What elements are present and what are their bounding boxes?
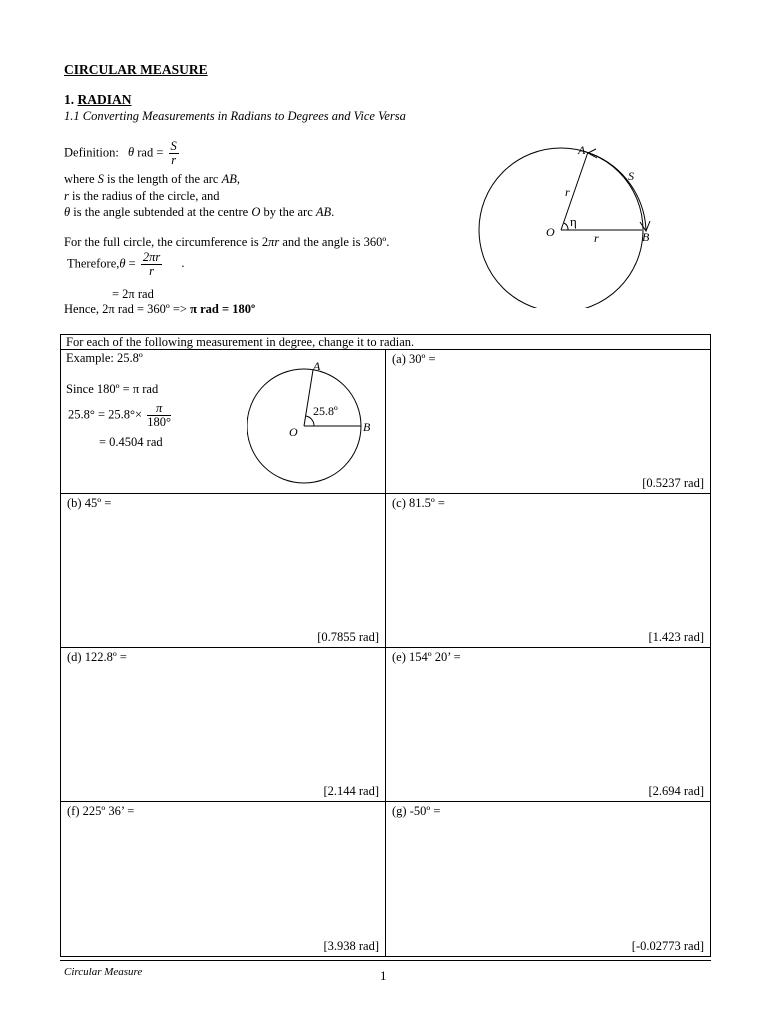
- text: Therefore,: [67, 256, 120, 271]
- page-number: 1: [380, 968, 387, 983]
- definition-denominator: r: [171, 153, 177, 167]
- example-since: Since 180º = π rad: [66, 382, 159, 396]
- label-o: O: [546, 225, 555, 239]
- numerator: π: [147, 402, 171, 416]
- radius-oa: [304, 370, 313, 426]
- definition-theta: θ: [127, 145, 135, 160]
- footer-title: Circular Measure: [64, 966, 143, 978]
- label-o: O: [289, 425, 298, 439]
- question-d-cell: [61, 648, 386, 802]
- text: .: [181, 256, 185, 271]
- text: where: [64, 172, 98, 186]
- text: is the angle subtended at the centre: [70, 205, 252, 219]
- footer-rule: [60, 960, 711, 961]
- symbol: AB: [221, 172, 237, 186]
- numerator: 2πr: [142, 250, 161, 264]
- denominator: r: [149, 264, 154, 278]
- question-a-cell: [386, 350, 711, 494]
- answer-e: [2.694 rad]: [648, 784, 704, 798]
- label-b: B: [642, 230, 650, 244]
- question-a: (a) 30º =: [392, 352, 436, 366]
- arrowhead-a: [588, 149, 597, 158]
- answer-d: [2.144 rad]: [323, 784, 379, 798]
- label-angle: 25.8º: [313, 404, 338, 418]
- symbol: r: [64, 189, 69, 203]
- arc-s: [592, 154, 646, 230]
- symbol: r: [274, 235, 280, 249]
- text-bold: π rad = 180º: [190, 302, 256, 316]
- answer-g: [-0.02773 rad]: [631, 939, 704, 953]
- symbol: π: [268, 235, 275, 249]
- label-a: A: [578, 143, 586, 157]
- text: =: [128, 256, 136, 271]
- text: is the length of the arc: [103, 172, 222, 186]
- label-r1: r: [565, 185, 570, 199]
- question-g: (g) -50º =: [392, 804, 441, 818]
- exercise-table: [60, 334, 711, 957]
- label-b: B: [363, 420, 371, 434]
- result-line: = 2π rad: [112, 287, 154, 301]
- full-circle-line: [64, 235, 389, 250]
- text: Hence, 2π rad = 360º =>: [64, 302, 191, 316]
- subsection-title: Converting Measurements in Radians to Degrees and Vice Versa: [82, 109, 406, 123]
- text: For the full circle, the circumference is 2: [64, 235, 269, 249]
- circle: [479, 148, 643, 308]
- therefore-fraction: [141, 251, 162, 278]
- text: ,: [236, 172, 240, 186]
- answer-a: [0.5237 rad]: [642, 476, 704, 490]
- denominator: 180°: [147, 415, 171, 429]
- symbol: S: [97, 172, 104, 186]
- question-f-cell: [61, 802, 386, 957]
- label-r2: r: [594, 231, 599, 245]
- text: by the arc: [260, 205, 316, 219]
- question-g-cell: [386, 802, 711, 957]
- question-b-cell: [61, 494, 386, 648]
- subsection-heading: [64, 109, 406, 124]
- example-cell: [61, 350, 386, 494]
- definition-unit: rad =: [137, 145, 164, 160]
- circle-diagram: [470, 138, 670, 308]
- definition-line-1: [64, 172, 240, 187]
- question-e-cell: [386, 648, 711, 802]
- question-d: (d) 122.8º =: [67, 650, 127, 664]
- angle-arc: [564, 223, 568, 230]
- text: is the radius of the circle, and: [68, 189, 220, 203]
- section-heading: [64, 92, 132, 108]
- example-diagram: [247, 362, 377, 492]
- text: 25.8° = 25.8°×: [68, 407, 143, 422]
- label-s: S: [628, 169, 634, 183]
- definition-line-2: [64, 189, 220, 204]
- text: and the angle is 360º.: [279, 235, 390, 249]
- text: .: [331, 205, 335, 219]
- section-title: RADIAN: [77, 92, 132, 107]
- label-a: A: [313, 362, 321, 373]
- definition-numerator: S: [170, 139, 177, 153]
- label-angle: η: [570, 214, 577, 229]
- example-result: = 0.4504 rad: [99, 435, 163, 449]
- example-calc: [68, 402, 173, 429]
- definition-line-3: [64, 205, 334, 220]
- page-heading: CIRCULAR MEASURE: [64, 62, 208, 77]
- answer-b: [0.7855 rad]: [317, 630, 379, 644]
- question-f: (f) 225º 36’ =: [67, 804, 135, 818]
- question-c-cell: [386, 494, 711, 648]
- table-instruction: For each of the following measurement in degree, change it to radian.: [61, 335, 711, 350]
- question-b: (b) 45º =: [67, 496, 112, 510]
- definition-formula: [64, 140, 181, 167]
- answer-c: [1.423 rad]: [648, 630, 704, 644]
- symbol: O: [251, 205, 261, 219]
- hence-line: [64, 302, 255, 317]
- example-fraction: [147, 402, 171, 429]
- example-title: Example: 25.8º: [66, 351, 143, 365]
- symbol: θ: [119, 256, 126, 271]
- question-e: (e) 154º 20’ =: [392, 650, 461, 664]
- symbol: AB: [315, 205, 332, 219]
- symbol: θ: [64, 205, 71, 219]
- definition-label: Definition:: [64, 145, 119, 160]
- question-c: (c) 81.5º =: [392, 496, 445, 510]
- definition-fraction: [169, 140, 179, 167]
- section-number: 1.: [64, 92, 75, 107]
- answer-f: [3.938 rad]: [323, 939, 379, 953]
- subsection-number: 1.1: [64, 109, 80, 123]
- therefore-line: [67, 251, 185, 278]
